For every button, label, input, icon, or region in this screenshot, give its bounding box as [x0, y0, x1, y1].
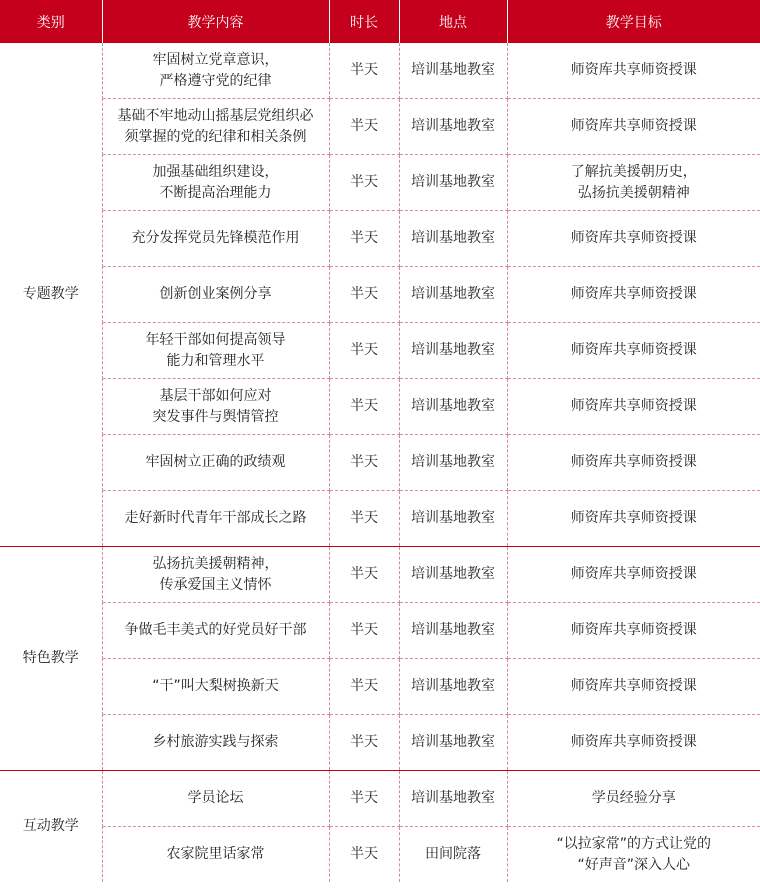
content-cell-text: 弘扬抗美援朝精神， 传承爱国主义情怀	[152, 555, 279, 593]
duration-cell-text: 半天	[350, 566, 378, 582]
content-cell	[102, 99, 329, 155]
location-cell-text: 田间院落	[425, 846, 481, 862]
table-row	[0, 771, 760, 827]
content-cell-text: 学员论坛	[187, 790, 244, 806]
goal-cell-text: “以拉家常”的方式让党的 “好声音”深入人心	[556, 835, 711, 873]
content-cell-text: 乡村旅游实践与探索	[152, 734, 279, 750]
content-cell-text: 牢固树立党章意识， 严格遵守党的纪律	[152, 51, 279, 89]
duration-cell	[329, 715, 399, 771]
goal-cell	[507, 715, 760, 771]
location-cell	[399, 491, 507, 547]
location-cell-text: 培训基地教室	[411, 398, 495, 414]
duration-cell-text: 半天	[350, 790, 378, 806]
duration-cell-text: 半天	[350, 118, 378, 134]
location-cell-text: 培训基地教室	[411, 510, 495, 526]
goal-cell-text: 师资库共享师资授课	[570, 454, 697, 470]
content-cell-text: 基础不牢地动山摇基层党组织必 须掌握的党的纪律和相关条例	[117, 107, 314, 145]
content-cell-text: “干”叫大梨树换新天	[152, 678, 279, 694]
content-cell	[102, 491, 329, 547]
duration-cell	[329, 267, 399, 323]
header-category: 类别	[0, 0, 102, 43]
goal-cell	[507, 547, 760, 603]
category-cell: 特色教学	[0, 547, 102, 771]
location-cell-text: 培训基地教室	[411, 118, 495, 134]
duration-cell-text: 半天	[350, 678, 378, 694]
location-cell	[399, 323, 507, 379]
table-row	[0, 323, 760, 379]
duration-cell	[329, 827, 399, 883]
location-cell	[399, 211, 507, 267]
content-cell	[102, 715, 329, 771]
goal-cell	[507, 43, 760, 99]
table-row	[0, 603, 760, 659]
duration-cell	[329, 211, 399, 267]
goal-cell	[507, 379, 760, 435]
duration-cell-text: 半天	[350, 846, 378, 862]
content-cell	[102, 323, 329, 379]
duration-cell-text: 半天	[350, 734, 378, 750]
content-cell-text: 加强基础组织建设， 不断提高治理能力	[152, 163, 279, 201]
goal-cell	[507, 155, 760, 211]
goal-cell-text: 学员经验分享	[591, 790, 676, 806]
content-cell	[102, 211, 329, 267]
duration-cell-text: 半天	[350, 342, 378, 358]
content-cell-text: 牢固树立正确的政绩观	[145, 454, 286, 470]
location-cell	[399, 659, 507, 715]
duration-cell	[329, 155, 399, 211]
goal-cell-text: 师资库共享师资授课	[570, 398, 697, 414]
table-body	[0, 43, 760, 882]
duration-cell	[329, 43, 399, 99]
location-cell	[399, 43, 507, 99]
location-cell	[399, 99, 507, 155]
duration-cell-text: 半天	[350, 510, 378, 526]
goal-cell-text: 了解抗美援朝历史， 弘扬抗美援朝精神	[570, 163, 697, 201]
duration-cell	[329, 323, 399, 379]
content-cell	[102, 267, 329, 323]
table-row	[0, 267, 760, 323]
goal-cell-text: 师资库共享师资授课	[570, 622, 697, 638]
location-cell-text: 培训基地教室	[411, 622, 495, 638]
header-location: 地点	[399, 0, 507, 43]
goal-cell	[507, 267, 760, 323]
table-row	[0, 435, 760, 491]
content-cell	[102, 43, 329, 99]
location-cell	[399, 155, 507, 211]
content-cell-text: 创新创业案例分享	[159, 286, 272, 302]
table-row	[0, 155, 760, 211]
duration-cell	[329, 491, 399, 547]
location-cell	[399, 267, 507, 323]
header-row	[0, 0, 760, 43]
duration-cell-text: 半天	[350, 454, 378, 470]
goal-cell	[507, 659, 760, 715]
duration-cell-text: 半天	[350, 174, 378, 190]
table-row	[0, 43, 760, 99]
content-cell	[102, 435, 329, 491]
location-cell	[399, 547, 507, 603]
duration-cell-text: 半天	[350, 286, 378, 302]
content-cell	[102, 659, 329, 715]
content-cell	[102, 771, 329, 827]
duration-cell	[329, 99, 399, 155]
location-cell	[399, 379, 507, 435]
location-cell-text: 培训基地教室	[411, 454, 495, 470]
goal-cell	[507, 435, 760, 491]
header-content: 教学内容	[102, 0, 329, 43]
table-row	[0, 491, 760, 547]
goal-cell	[507, 771, 760, 827]
content-cell-text: 农家院里话家常	[166, 846, 265, 862]
goal-cell-text: 师资库共享师资授课	[570, 510, 697, 526]
category-cell: 互动教学	[0, 771, 102, 883]
table-row	[0, 827, 760, 883]
location-cell	[399, 603, 507, 659]
location-cell-text: 培训基地教室	[411, 734, 495, 750]
goal-cell-text: 师资库共享师资授课	[570, 118, 697, 134]
duration-cell-text: 半天	[350, 622, 378, 638]
category-cell: 专题教学	[0, 43, 102, 547]
duration-cell-text: 半天	[350, 398, 378, 414]
content-cell	[102, 603, 329, 659]
table-row	[0, 99, 760, 155]
content-cell-text: 走好新时代青年干部成长之路	[124, 510, 307, 526]
table-row	[0, 379, 760, 435]
content-cell-text: 基层干部如何应对 突发事件与舆情管控	[152, 387, 279, 425]
content-cell	[102, 827, 329, 883]
location-cell-text: 培训基地教室	[411, 342, 495, 358]
content-cell-text: 争做毛丰美式的好党员好干部	[124, 622, 307, 638]
location-cell-text: 培训基地教室	[411, 286, 495, 302]
location-cell-text: 培训基地教室	[411, 678, 495, 694]
duration-cell	[329, 659, 399, 715]
goal-cell-text: 师资库共享师资授课	[570, 286, 697, 302]
location-cell	[399, 771, 507, 827]
location-cell-text: 培训基地教室	[411, 790, 495, 806]
goal-cell-text: 师资库共享师资授课	[570, 734, 697, 750]
goal-cell	[507, 211, 760, 267]
table-row	[0, 659, 760, 715]
header-goal: 教学目标	[507, 0, 760, 43]
duration-cell	[329, 603, 399, 659]
duration-cell-text: 半天	[350, 62, 378, 78]
location-cell	[399, 435, 507, 491]
goal-cell-text: 师资库共享师资授课	[570, 62, 697, 78]
goal-cell	[507, 99, 760, 155]
goal-cell	[507, 491, 760, 547]
location-cell-text: 培训基地教室	[411, 62, 495, 78]
duration-cell	[329, 379, 399, 435]
goal-cell	[507, 323, 760, 379]
duration-cell	[329, 435, 399, 491]
content-cell	[102, 379, 329, 435]
table-row	[0, 211, 760, 267]
header-duration: 时长	[329, 0, 399, 43]
location-cell-text: 培训基地教室	[411, 174, 495, 190]
goal-cell-text: 师资库共享师资授课	[570, 678, 697, 694]
location-cell	[399, 827, 507, 883]
goal-cell-text: 师资库共享师资授课	[570, 230, 697, 246]
content-cell-text: 充分发挥党员先锋模范作用	[131, 230, 300, 246]
goal-cell	[507, 603, 760, 659]
goal-cell	[507, 827, 760, 883]
goal-cell-text: 师资库共享师资授课	[570, 566, 697, 582]
duration-cell	[329, 771, 399, 827]
table-row	[0, 547, 760, 603]
goal-cell-text: 师资库共享师资授课	[570, 342, 697, 358]
content-cell	[102, 547, 329, 603]
location-cell	[399, 715, 507, 771]
location-cell-text: 培训基地教室	[411, 230, 495, 246]
content-cell	[102, 155, 329, 211]
content-cell-text: 年轻干部如何提高领导 能力和管理水平	[145, 331, 286, 369]
duration-cell	[329, 547, 399, 603]
duration-cell-text: 半天	[350, 230, 378, 246]
location-cell-text: 培训基地教室	[411, 566, 495, 582]
table-row	[0, 715, 760, 771]
